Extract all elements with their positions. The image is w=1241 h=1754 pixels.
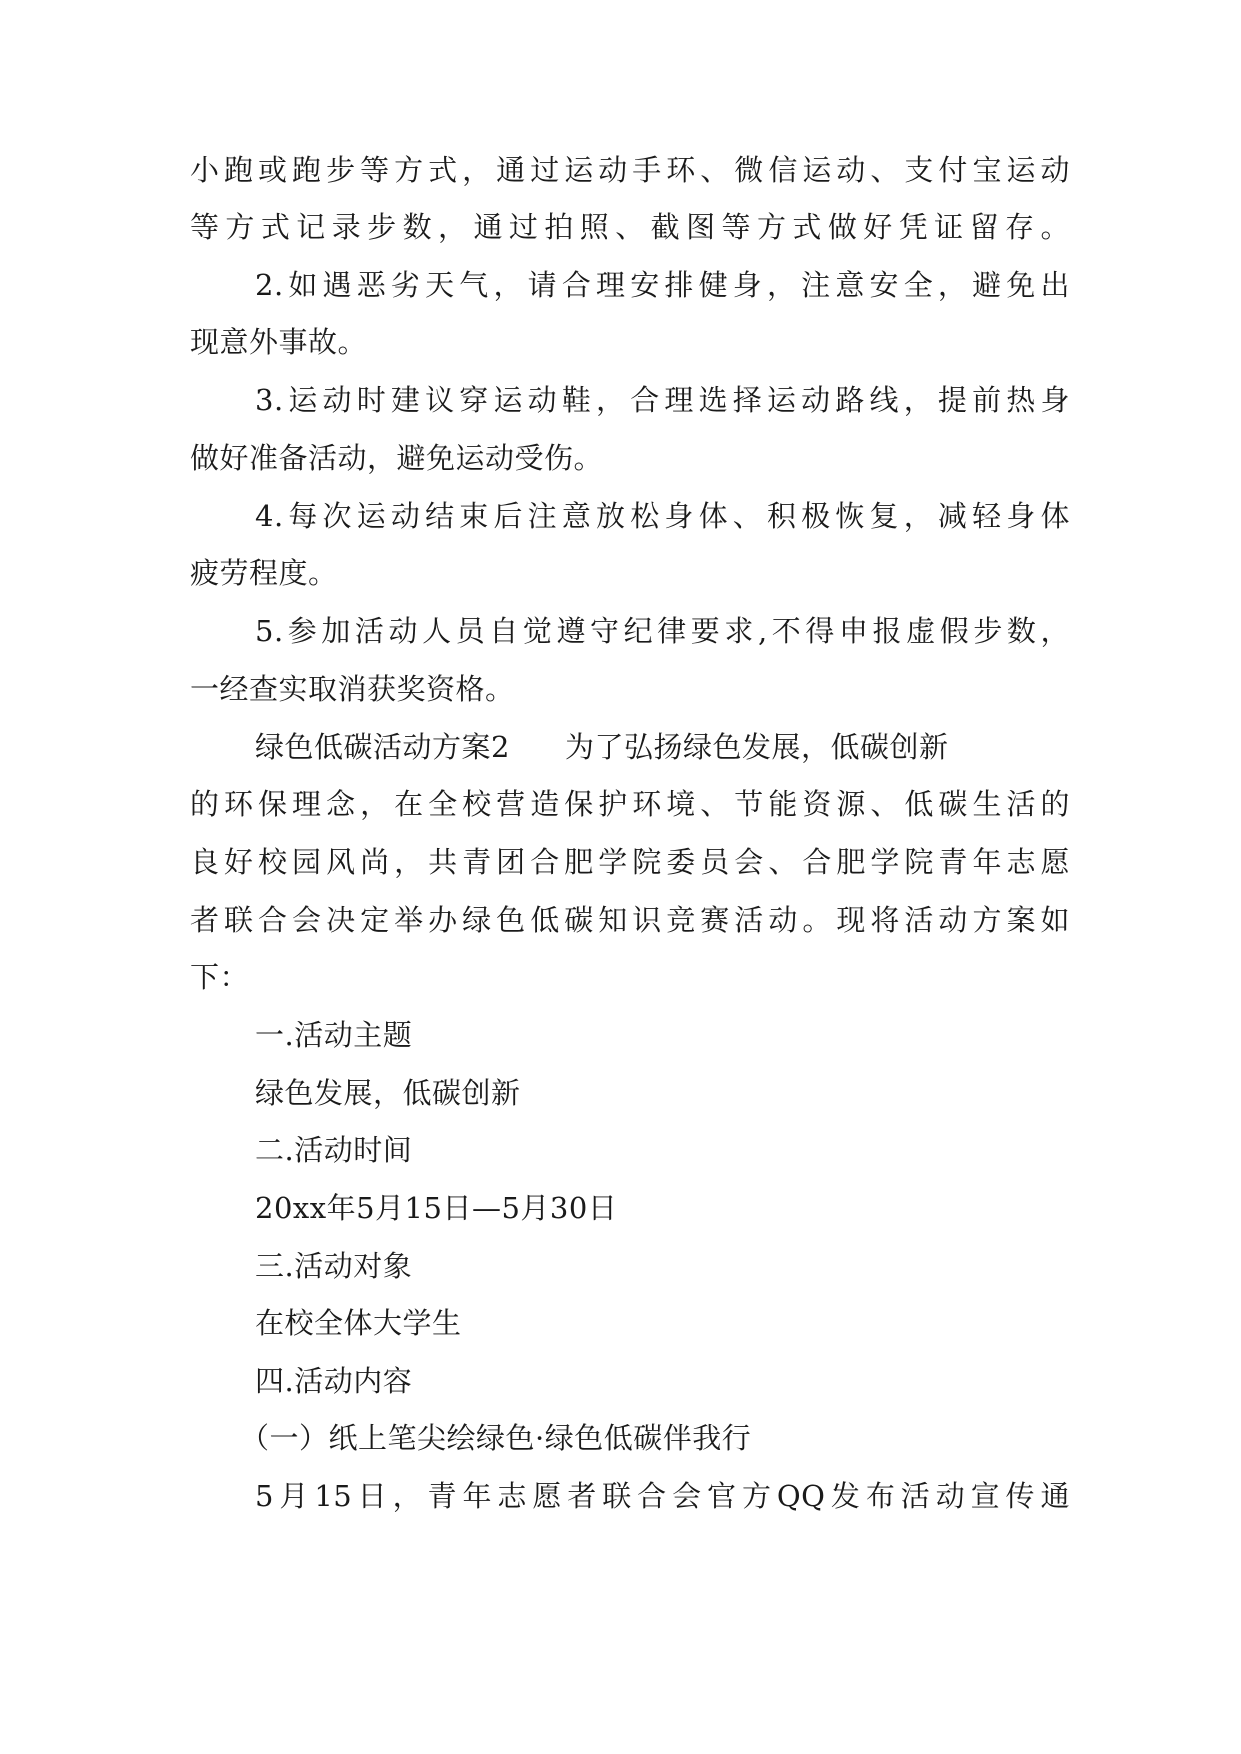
intro-text: 为了弘扬绿色发展，低碳创新 [564,730,949,764]
heading-activity-target: 三.活动对象 [255,1249,413,1283]
subheading: （一）纸上笔尖绘绿色·绿色低碳伴我行 [240,1421,752,1455]
text-line: 下： [190,960,250,994]
text-line: 2.如遇恶劣天气，请合理安排健身，注意安全，避免出 [255,268,1070,302]
text-line: 5.参加活动人员自觉遵守纪律要求,不得申报虚假步数， [255,614,1070,648]
text-line: 者联合会决定举办绿色低碳知识竞赛活动。现将活动方案如 [190,903,1070,937]
text-line: 现意外事故。 [190,325,368,359]
heading-activity-theme: 一.活动主题 [255,1018,413,1052]
text-line: 良好校园风尚，共青团合肥学院委员会、合肥学院青年志愿 [190,845,1070,879]
section-title-line [255,727,1070,767]
section-title: 绿色低碳活动方案2 [255,730,510,764]
text-line: 绿色发展，低碳创新 [255,1076,521,1110]
text-line: 等方式记录步数，通过拍照、截图等方式做好凭证留存。 [190,210,1070,244]
text-line: 20xx年5月15日—5月30日 [255,1191,618,1225]
text-line: 5月15日，青年志愿者联合会官方QQ发布活动宣传通 [255,1479,1070,1513]
heading-activity-time: 二.活动时间 [255,1133,413,1167]
text-line: 的环保理念，在全校营造保护环境、节能资源、低碳生活的 [190,787,1070,821]
text-line: 4.每次运动结束后注意放松身体、积极恢复，减轻身体 [255,499,1070,533]
text-line: 在校全体大学生 [255,1306,462,1340]
text-line: 3.运动时建议穿运动鞋，合理选择运动路线，提前热身 [255,383,1070,417]
text-line: 做好准备活动，避免运动受伤。 [190,441,604,475]
text-line: 疲劳程度。 [190,556,338,590]
text-line: 小跑或跑步等方式，通过运动手环、微信运动、支付宝运动 [190,153,1070,187]
heading-activity-content: 四.活动内容 [255,1364,413,1398]
text-line: 一经查实取消获奖资格。 [190,672,515,706]
